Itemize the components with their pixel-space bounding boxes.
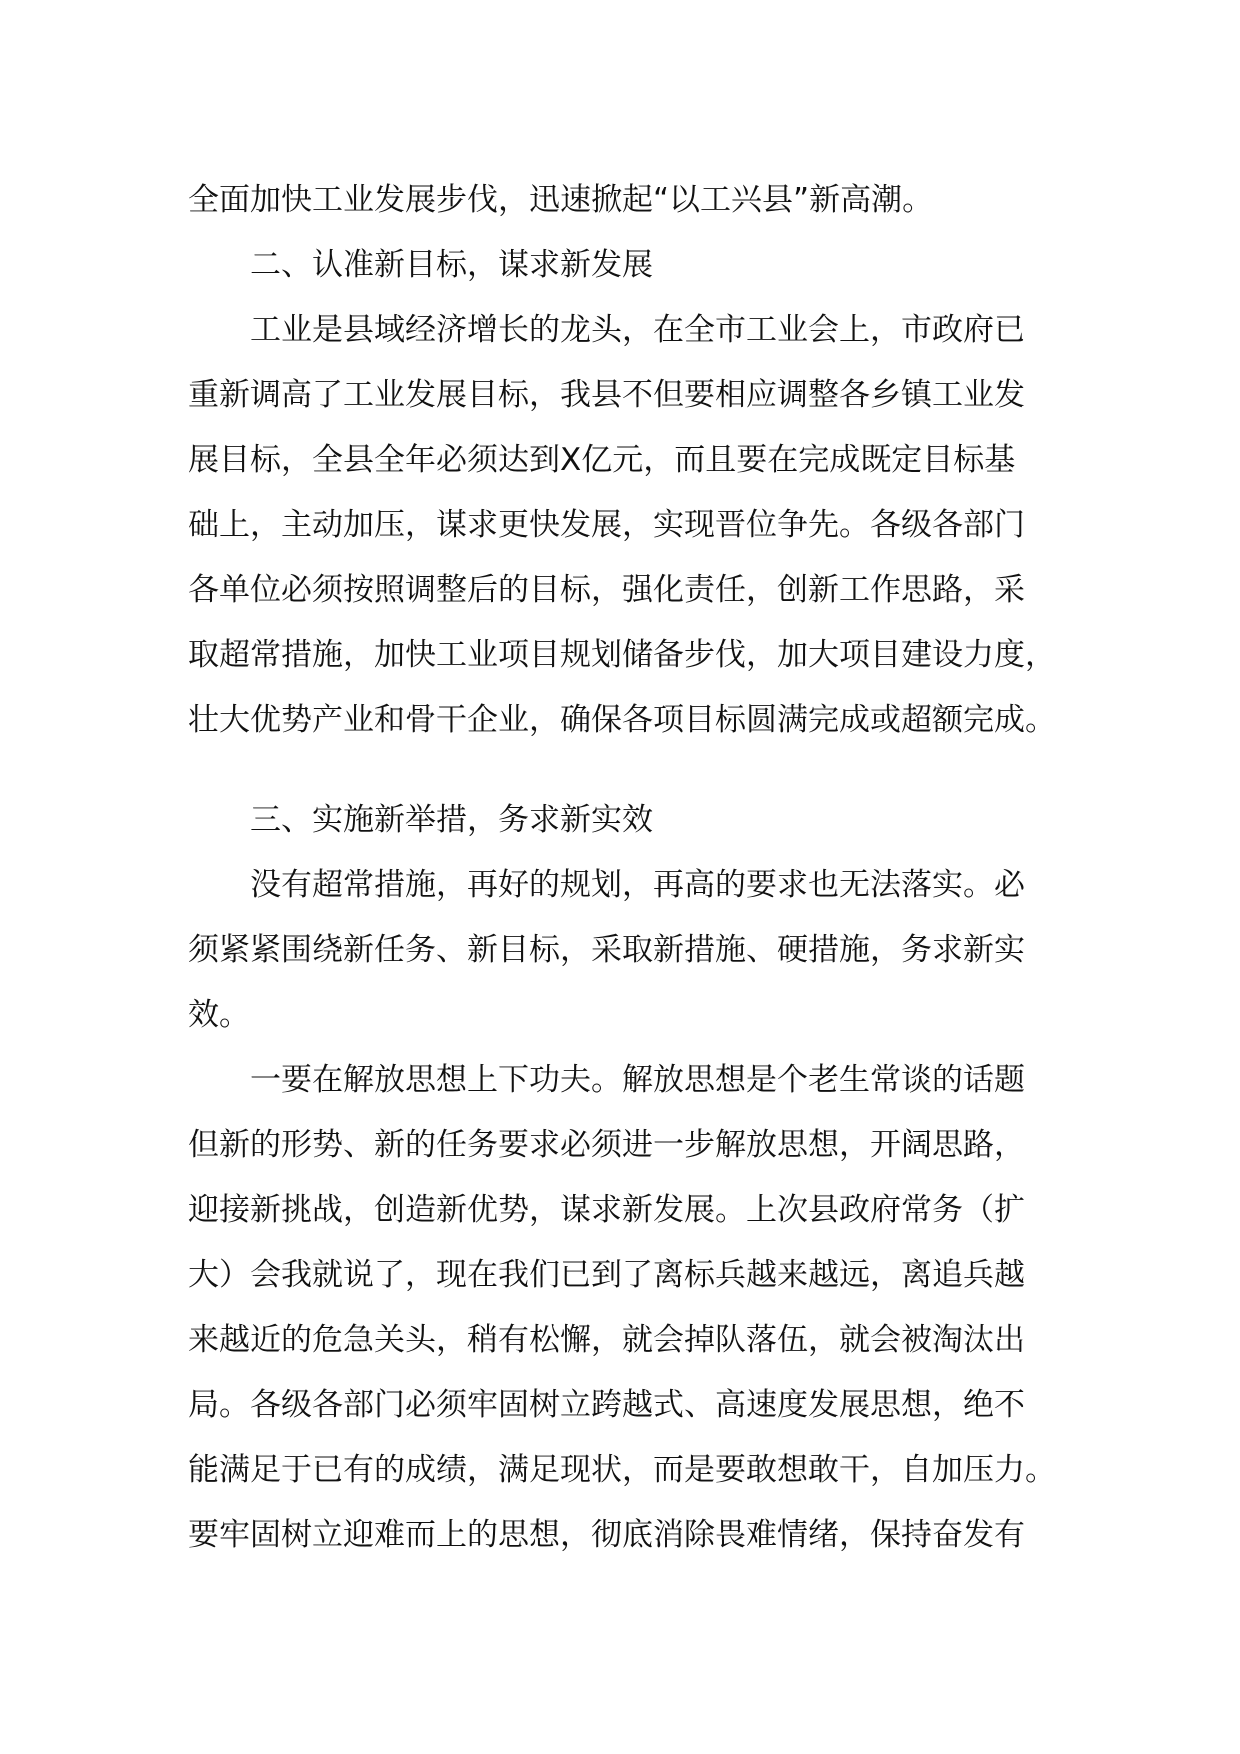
paragraph-continuation bbox=[188, 168, 1088, 233]
paragraph-gap bbox=[188, 753, 1088, 788]
text-line: 须紧紧围绕新任务、新目标，采取新措施、硬措施，务求新实 bbox=[188, 932, 1025, 968]
document-page bbox=[188, 168, 1088, 1568]
text-line: 效。 bbox=[188, 997, 250, 1033]
text-line: 壮大优势产业和骨干企业，确保各项目标圆满完成或超额完成。 bbox=[188, 702, 1056, 738]
text-line: 础上，主动加压，谋求更快发展，实现晋位争先。各级各部门 bbox=[188, 507, 1025, 543]
heading-text: 三、实施新举措，务求新实效 bbox=[250, 802, 653, 838]
paragraph-industry-goals bbox=[188, 298, 1088, 753]
text-line: 重新调高了工业发展目标，我县不但要相应调整各乡镇工业发 bbox=[188, 377, 1025, 413]
heading-text: 二、认准新目标，谋求新发展 bbox=[250, 247, 653, 283]
section-heading-3 bbox=[188, 788, 1088, 853]
paragraph-emancipate-mind bbox=[188, 1048, 1088, 1568]
text-line: 能满足于已有的成绩，满足现状，而是要敢想敢干，自加压力。 bbox=[188, 1452, 1056, 1488]
text-line: 各单位必须按照调整后的目标，强化责任，创新工作思路，采 bbox=[188, 572, 1025, 608]
text-line: 展目标，全县全年必须达到X亿元，而且要在完成既定目标基 bbox=[188, 442, 1016, 478]
text-line: 但新的形势、新的任务要求必须进一步解放思想，开阔思路， bbox=[188, 1127, 1025, 1163]
text-line: 一要在解放思想上下功夫。解放思想是个老生常谈的话题 bbox=[250, 1062, 1025, 1098]
text-line: 局。各级各部门必须牢固树立跨越式、高速度发展思想，绝不 bbox=[188, 1387, 1025, 1423]
text-line: 迎接新挑战，创造新优势，谋求新发展。上次县政府常务（扩 bbox=[188, 1192, 1025, 1228]
text-line: 来越近的危急关头，稍有松懈，就会掉队落伍，就会被淘汰出 bbox=[188, 1322, 1025, 1358]
text-line: 取超常措施，加快工业项目规划储备步伐，加大项目建设力度， bbox=[188, 637, 1056, 673]
paragraph-measures bbox=[188, 853, 1088, 1048]
text-line: 大）会我就说了，现在我们已到了离标兵越来越远，离追兵越 bbox=[188, 1257, 1025, 1293]
text-line: 全面加快工业发展步伐，迅速掀起“以工兴县”新高潮。 bbox=[188, 182, 934, 218]
text-line: 要牢固树立迎难而上的思想，彻底消除畏难情绪，保持奋发有 bbox=[188, 1517, 1025, 1553]
section-heading-2 bbox=[188, 233, 1088, 298]
text-line: 工业是县域经济增长的龙头，在全市工业会上，市政府已 bbox=[250, 312, 1025, 348]
text-line: 没有超常措施，再好的规划，再高的要求也无法落实。必 bbox=[250, 867, 1025, 903]
